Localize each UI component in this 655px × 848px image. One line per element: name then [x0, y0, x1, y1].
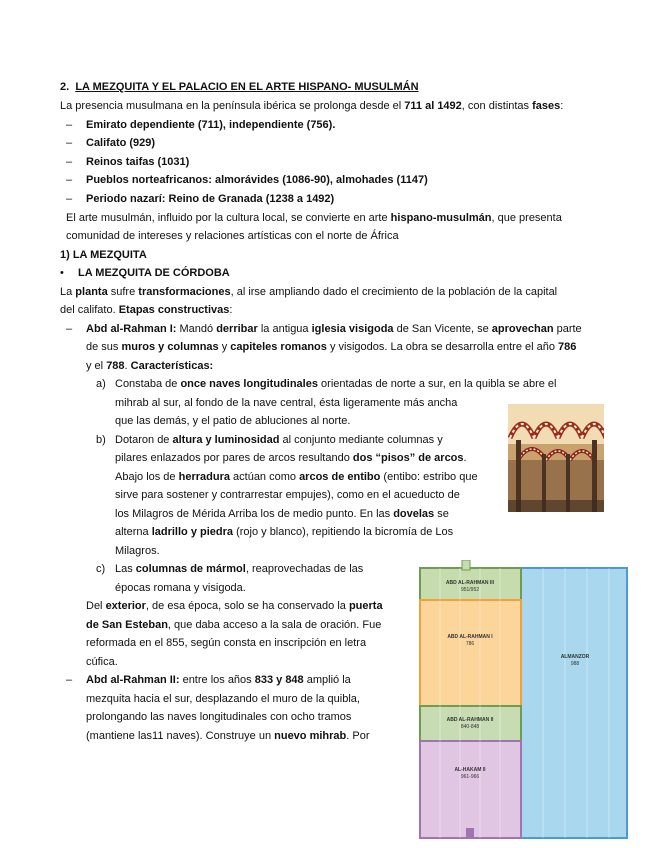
- list-dash: –: [66, 137, 73, 149]
- exterior-line: [86, 618, 381, 632]
- plan-hakam2: [420, 741, 521, 838]
- bold-text: once naves longitudinales: [180, 378, 318, 390]
- list-dash: –: [66, 119, 73, 131]
- text: la antigua: [257, 323, 312, 335]
- item-a-line: mihrab al sur, al fondo de la nave central, ésta ligeramente más ancha: [115, 397, 458, 409]
- list-dash: –: [66, 156, 73, 168]
- intro-fases: fases: [532, 100, 561, 112]
- plan-label-rahman2: ABD AL-RAHMAN II: [446, 717, 494, 723]
- planta-line: [60, 285, 557, 299]
- text: al conjunto mediante columnas y: [279, 434, 443, 446]
- heading-number: 2.: [60, 81, 70, 93]
- bold-text: Abd al-Rahman I:: [86, 323, 177, 335]
- phase-item: Califato (929): [86, 137, 156, 149]
- text: Del: [86, 600, 106, 612]
- text: , que daba acceso a la sala de oración. Fue: [167, 619, 382, 631]
- text: :: [229, 304, 233, 316]
- plan-date-rahman3: 951/952: [460, 587, 480, 593]
- bold-text: derribar: [216, 323, 258, 335]
- text: La: [60, 286, 76, 298]
- bold-text: Abd al-Rahman II:: [86, 674, 180, 686]
- bullet-heading: LA MEZQUITA DE CÓRDOBA: [78, 267, 230, 279]
- bold-text: de San Esteban: [86, 619, 168, 631]
- plan-date-hakam2: 961-966: [460, 774, 480, 780]
- phase-item: Reinos taifas (1031): [86, 156, 190, 168]
- text: entre los años: [179, 674, 255, 686]
- text: (rojo y blanco), repitiendo la bicromía de Los: [233, 526, 454, 538]
- text: Dotaron de: [115, 434, 173, 446]
- text: del califato.: [60, 304, 119, 316]
- intro-text: , con distintas: [461, 100, 533, 112]
- text: actúan como: [229, 471, 300, 483]
- bold-text: puerta: [348, 600, 383, 612]
- item-b-line: [115, 433, 443, 447]
- plan-date-almanzor: 988: [570, 661, 580, 667]
- plan-date-rahman1: 786: [465, 641, 475, 647]
- bold-text: nuevo mihrab: [274, 730, 347, 742]
- intro-text: :: [560, 100, 564, 112]
- phase-item: Emirato dependiente (711), independiente (756).: [86, 119, 336, 131]
- item-a-line: que las demás, y el patio de abluciones al norte.: [115, 415, 351, 427]
- text: .: [463, 452, 467, 464]
- bold-text: aprovechan: [491, 323, 554, 335]
- plan-rahman1: [420, 600, 521, 706]
- text: Abajo los de: [115, 471, 179, 483]
- item-c-line: [115, 562, 363, 576]
- subsection-heading: 1) LA MEZQUITA: [60, 249, 147, 261]
- item-b-line: [115, 525, 453, 539]
- phase-item: Pueblos norteafricanos: almorávides (1086-90), almohades (1147): [86, 174, 428, 186]
- intro-paragraph: [60, 99, 563, 113]
- item-b-line: [115, 451, 467, 465]
- text: Constaba de: [115, 378, 181, 390]
- text: parte: [553, 323, 582, 335]
- bold-text: dovelas: [393, 508, 435, 520]
- text: y visigodos. La obra se desarrolla entre el año: [326, 341, 559, 353]
- item-b-line: [115, 470, 478, 484]
- text: se: [434, 508, 449, 520]
- bold-text: exterior: [105, 600, 146, 612]
- rahman1-line: [86, 340, 576, 354]
- text: los Milagros de Mérida Arriba los de medio punto. En las: [115, 508, 394, 520]
- list-dash: –: [66, 193, 73, 205]
- text: . Por: [346, 730, 370, 742]
- rahman2-line: prolongando las naves longitudinales con ocho tramos: [86, 711, 352, 723]
- item-marker: b): [96, 434, 106, 446]
- transformaciones-bold: transformaciones: [138, 286, 231, 298]
- text: , de esa época, solo se ha conservado la: [145, 600, 349, 612]
- item-c-line: épocas romana y visigoda.: [115, 582, 246, 594]
- item-b-line: Milagros.: [115, 545, 160, 557]
- item-marker: c): [96, 563, 106, 575]
- text: , que presenta: [491, 212, 562, 224]
- item-b-line: [115, 507, 449, 521]
- text: Las: [115, 563, 136, 575]
- text: (entibo: estribo que: [380, 471, 478, 483]
- item-marker: a): [96, 378, 106, 390]
- hispano-musulman: hispano-musulmán: [390, 212, 492, 224]
- exterior-line: reformada en el 855, según consta en inscripción en letra: [86, 637, 367, 649]
- list-dash: –: [66, 174, 73, 186]
- mosque-interior-photo: [508, 404, 604, 512]
- text: , reaprovechadas de las: [245, 563, 364, 575]
- etapas-bold: Etapas constructivas: [118, 304, 230, 316]
- text: orientadas de norte a sur, en la quibla se abre el: [317, 378, 557, 390]
- bold-text: 833 y 848: [254, 674, 304, 686]
- rahman2-line: mezquita hacia el sur, desplazando el muro de la quibla,: [86, 693, 360, 705]
- text: y: [218, 341, 231, 353]
- bold-text: columnas de mármol: [135, 563, 246, 575]
- intro-text: La presencia musulmana en la península ibérica se prolonga desde el: [60, 100, 405, 112]
- text: de sus: [86, 341, 122, 353]
- bold-text: 786: [558, 341, 577, 353]
- bold-text: muros y columnas: [121, 341, 219, 353]
- exterior-line: [86, 599, 383, 613]
- planta-line: [60, 303, 232, 317]
- bullet-dot: •: [60, 267, 64, 279]
- section-heading: [60, 80, 419, 94]
- text: , al irse ampliando dado el crecimiento de la población de la capital: [230, 286, 558, 298]
- heading-title: LA MEZQUITA Y EL PALACIO EN EL ARTE HISPANO- MUSULMÁN: [75, 81, 419, 93]
- rahman1-line: [86, 359, 213, 373]
- plan-label-rahman3: ABD AL-RAHMAN III: [445, 580, 495, 586]
- text: y el: [86, 360, 107, 372]
- bold-text: herradura: [178, 471, 230, 483]
- bold-text: iglesia visigoda: [311, 323, 394, 335]
- bold-text: ladrillo y piedra: [151, 526, 234, 538]
- bold-text: dos “pisos” de arcos: [352, 452, 464, 464]
- plan-label-rahman1: ABD AL-RAHMAN I: [447, 634, 493, 640]
- text: (mantiene las11 naves). Construye un: [86, 730, 275, 742]
- mosque-plan-diagram: [418, 560, 630, 840]
- art-paragraph-line: [66, 211, 562, 225]
- text: El arte musulmán, influido por la cultura local, se convierte en arte: [66, 212, 391, 224]
- art-paragraph-line: comunidad de intereses y relaciones artísticas con el norte de África: [66, 230, 399, 242]
- rahman1-line: [86, 322, 582, 336]
- list-dash: –: [66, 674, 73, 686]
- text: sufre: [107, 286, 139, 298]
- rahman2-line: [86, 729, 369, 743]
- plan-label-almanzor: ALMANZOR: [560, 654, 590, 660]
- text: amplió la: [303, 674, 351, 686]
- bold-text: 788: [106, 360, 125, 372]
- item-b-line: sirve para sostener y contrarrestar empujes), como en el acueducto de: [115, 489, 460, 501]
- plan-almanzor: [521, 568, 627, 838]
- intro-dates: 711 al 1492: [404, 100, 462, 112]
- text: alterna: [115, 526, 152, 538]
- item-a-line: [115, 377, 556, 391]
- phase-item: Periodo nazarí: Reino de Granada (1238 a 1492): [86, 193, 335, 205]
- bold-text: altura y luminosidad: [172, 434, 280, 446]
- rahman2-line: [86, 673, 351, 687]
- planta-bold: planta: [75, 286, 108, 298]
- exterior-line: cúfica.: [86, 656, 118, 668]
- bold-text: arcos de entibo: [299, 471, 381, 483]
- text: .: [124, 360, 131, 372]
- text: Mandó: [176, 323, 217, 335]
- text: de San Vicente, se: [393, 323, 492, 335]
- text: pilares enlazados por pares de arcos resultando: [115, 452, 353, 464]
- plan-date-rahman2: 840-848: [460, 724, 480, 730]
- bold-text: Características:: [130, 360, 214, 372]
- list-dash: –: [66, 323, 73, 335]
- plan-label-hakam2: AL-HAKAM II: [454, 767, 486, 773]
- bold-text: capiteles romanos: [230, 341, 327, 353]
